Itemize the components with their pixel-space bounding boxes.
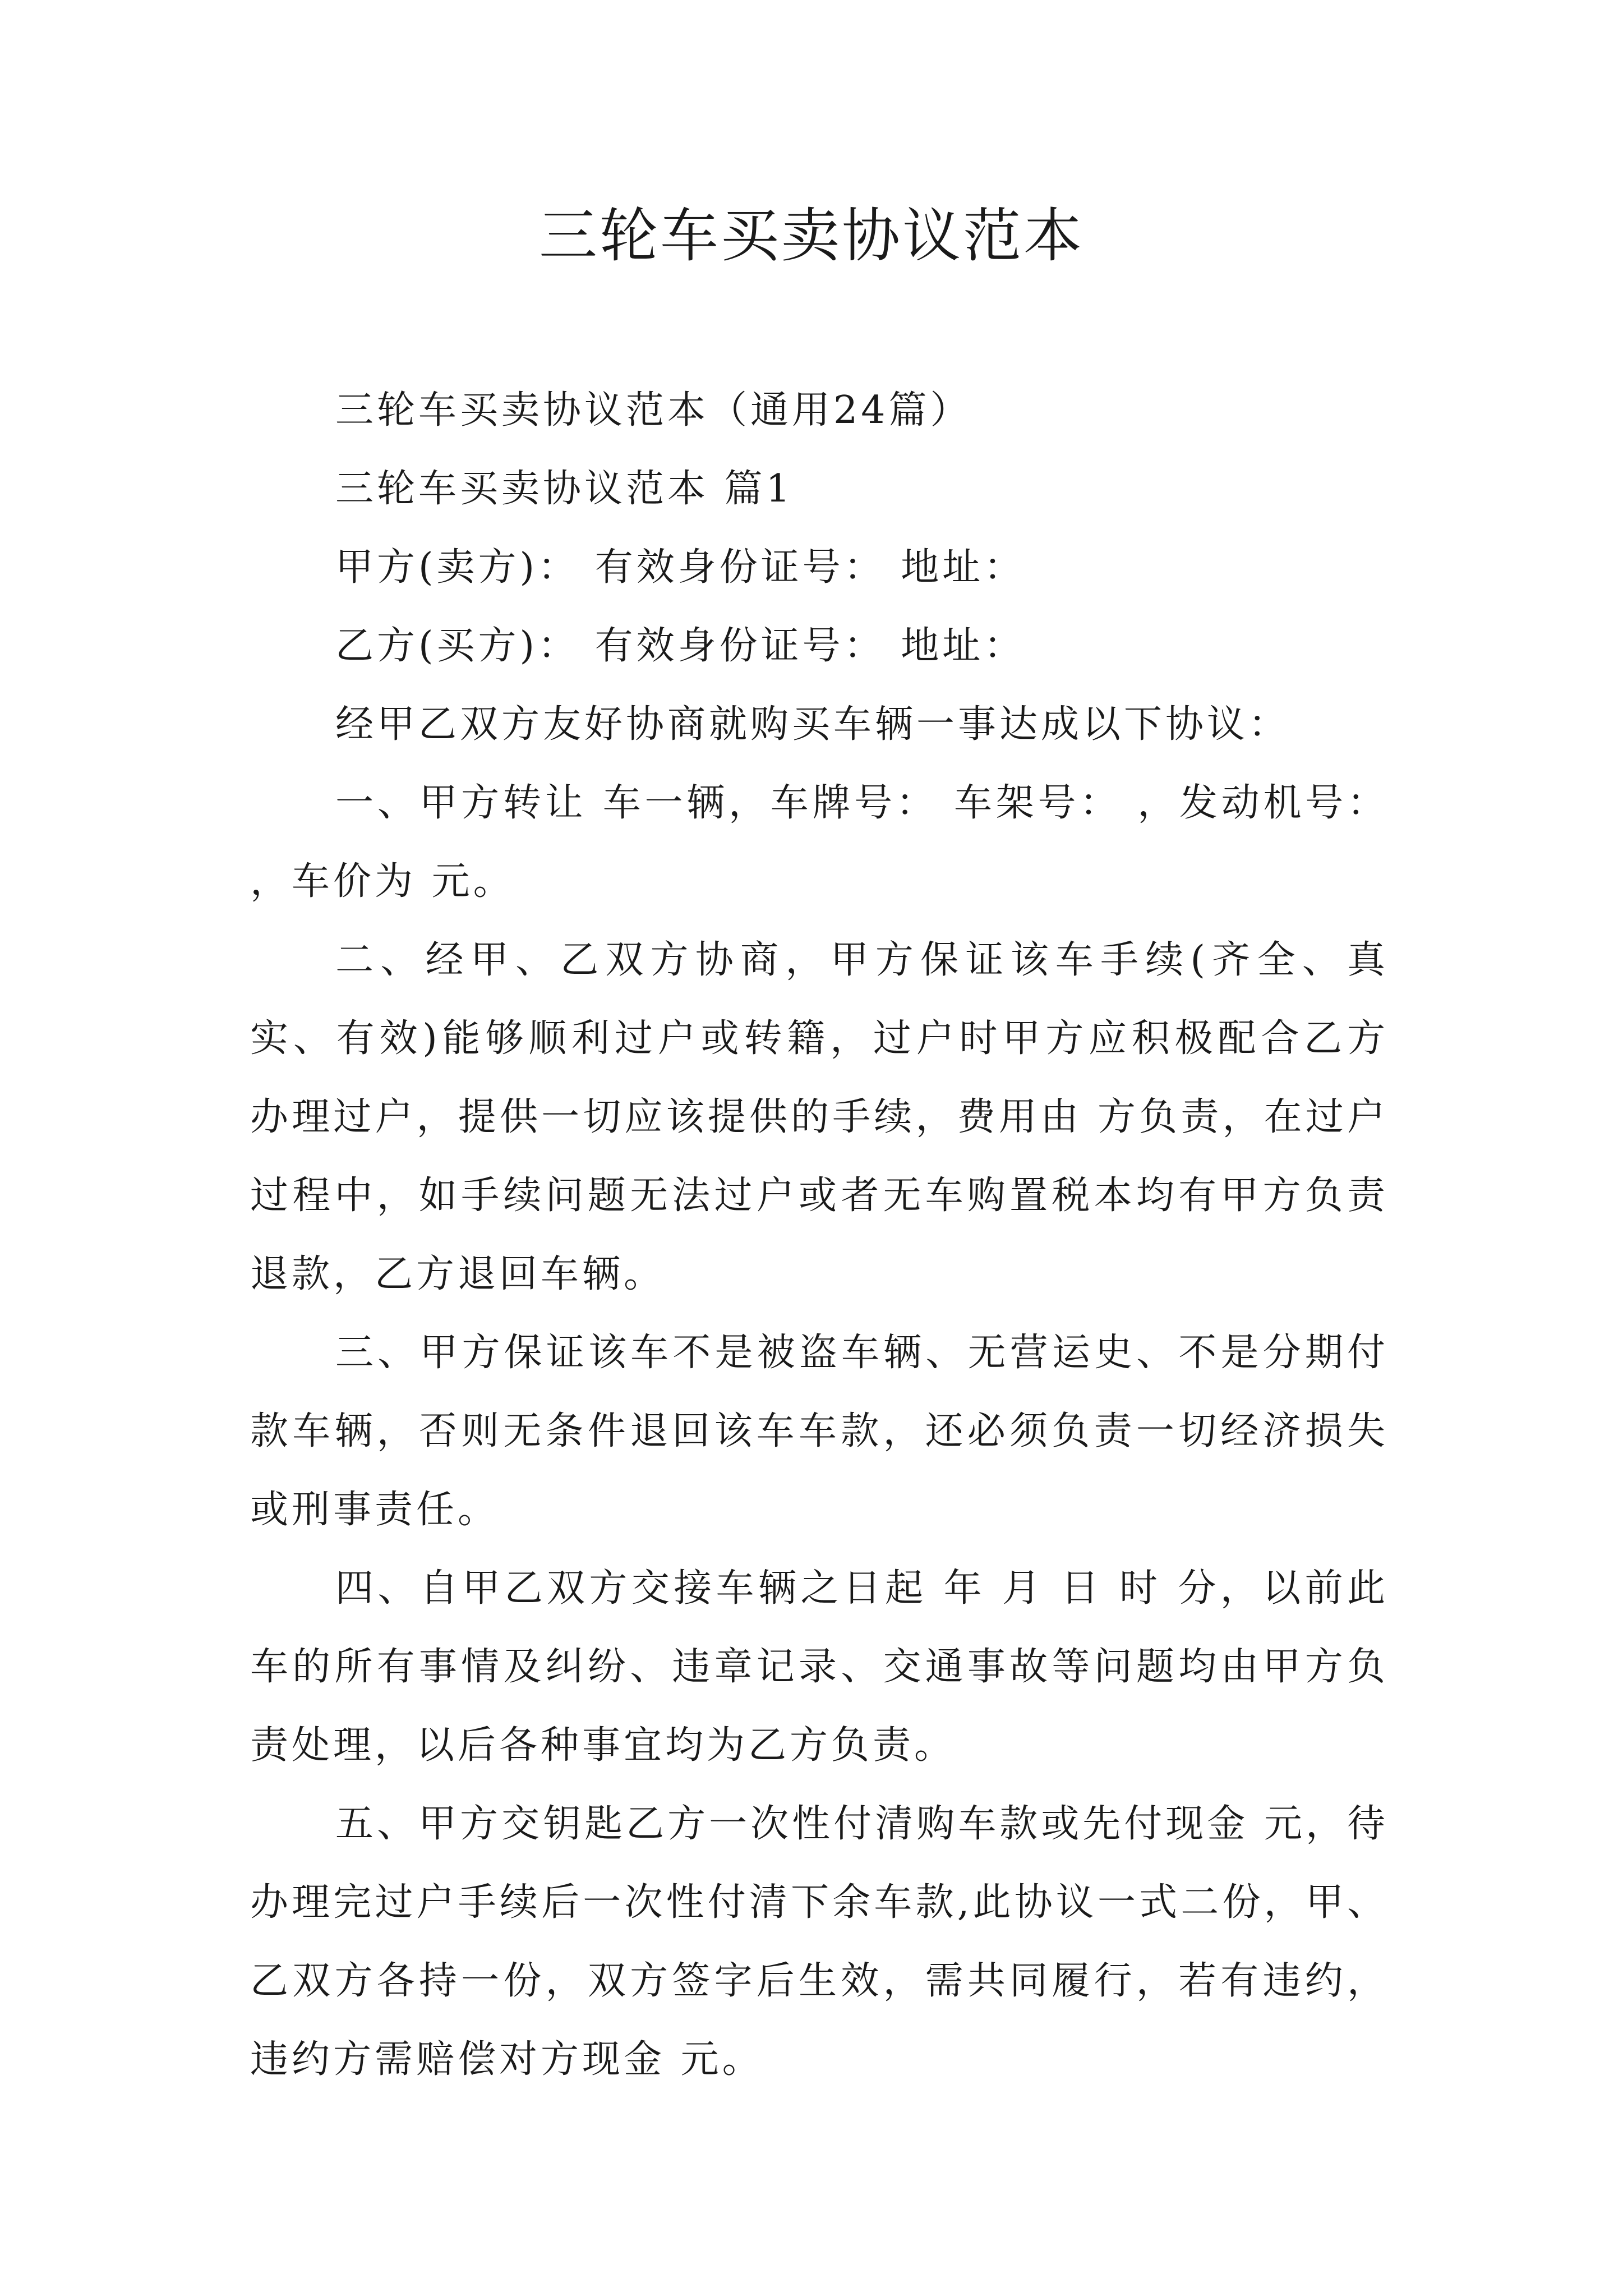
- clause-3: 三、甲方保证该车不是被盗车辆、无营运史、不是分期付款车辆，否则无条件退回该车车款，还必须负责一切经济损失或刑事责任。: [250, 1331, 1389, 1532]
- clause-4: 四、自甲乙双方交接车辆之日起 年 月 日 时 分，以前此车的所有事情及纠纷、违章记录、交通事故等问题均由甲方负责处理，以后各种事宜均为乙方负责。: [250, 1566, 1389, 1768]
- clause-2: 二、经甲、乙双方协商，甲方保证该车手续(齐全、真实、有效)能够顺利过户或转籍，过户时甲方应积极配合乙方办理过户，提供一切应该提供的手续，费用由 方负责，在过户过程中，如手续问题无法过户或者无车购置税本均有甲方负责退款，乙方退回车辆。: [250, 938, 1389, 1296]
- document-subtitle: 三轮车买卖协议范本（通用24篇）: [335, 388, 972, 432]
- party-a-line: 甲方(卖方)： 有效身份证号： 地址：: [335, 545, 1026, 590]
- clause-1: 一、甲方转让 车一辆，车牌号： 车架号： ，发动机号： ，车价为 元。: [250, 781, 1389, 904]
- document-title: 三轮车买卖协议范本: [538, 201, 1084, 270]
- document-body: [250, 371, 1389, 2099]
- preamble: 经甲乙双方友好协商就购买车辆一事达成以下协议：: [335, 702, 1290, 747]
- section-heading: 三轮车买卖协议范本 篇1: [335, 467, 794, 511]
- party-b-line: 乙方(买方)： 有效身份证号： 地址：: [335, 624, 1026, 668]
- clause-5: 五、甲方交钥匙乙方一次性付清购车款或先付现金 元，待办理完过户手续后一次性付清下余车款,此协议一式二份，甲、乙双方各持一份，双方签字后生效，需共同履行，若有违约，违约方需赔偿对方现金 元。: [250, 1802, 1389, 2082]
